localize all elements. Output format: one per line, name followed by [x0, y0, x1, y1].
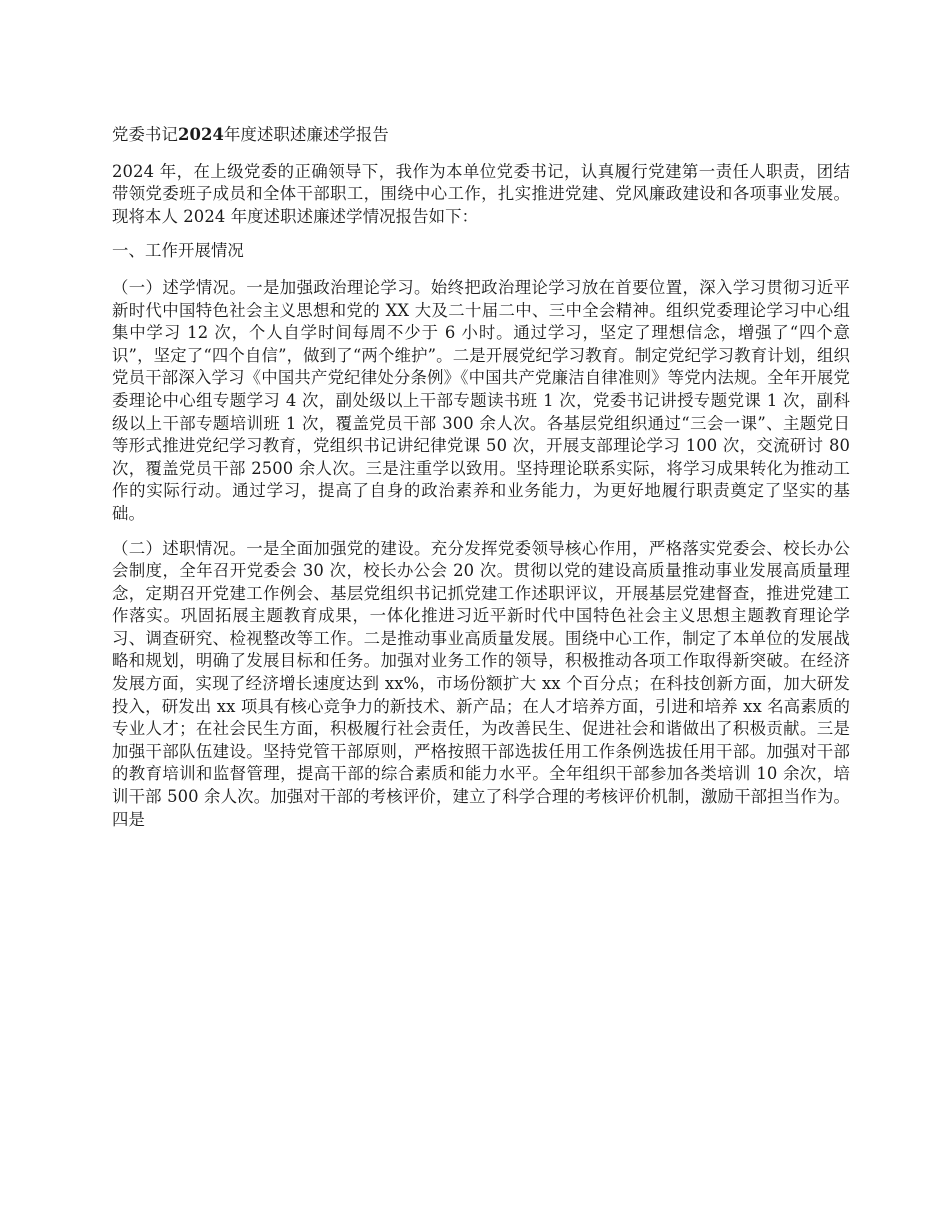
- title-suffix: 年度述职述廉述学报告: [224, 125, 389, 144]
- document-page: [112, 124, 850, 843]
- title-prefix: 党委书记: [112, 125, 178, 144]
- intro-paragraph: 2024 年，在上级党委的正确领导下，我作为本单位党委书记，认真履行党建第一责任人职责，团结带领党委班子成员和全体干部职工，围绕中心工作，扎实推进党建、党风廉政建设和各项事业发展。现将本人 2024 年度述职述廉述学情况报告如下：: [112, 161, 850, 226]
- study-paragraph: （一）述学情况。一是加强政治理论学习。始终把政治理论学习放在首要位置，深入学习贯彻习近平新时代中国特色社会主义思想和党的 XX 大及二十届二中、三中全会精神。组织党委理论学习中心组集中学习 12 次，个人自学时间每周不少于 6 小时。通过学习，坚定了理想信念，增强了“四个意识”，坚定了“四个自信”，做到了“两个维护”。二是开展党纪学习教育。制定党纪学习教育计划，组织党员干部深入学习《中国共产党纪律处分条例》《中国共产党廉洁自律准则》等党内法规。全年开展党委理论中心组专题学习 4 次，副处级以上干部专题读书班 1 次，党委书记讲授专题党课 1 次，副科级以上干部专题培训班 1 次，覆盖党员干部 300 余人次。各基层党组织通过“三会一课”、主题党日等形式推进党纪学习教育，党组织书记讲纪律党课 50 次，开展支部理论学习 100 次，交流研讨 80 次，覆盖党员干部 2500 余人次。三是注重学以致用。坚持理论联系实际，将学习成果转化为推动工作的实际行动。通过学习，提高了自身的政治素养和业务能力，为更好地履行职责奠定了坚实的基础。: [112, 277, 850, 523]
- duty-paragraph: （二）述职情况。一是全面加强党的建设。充分发挥党委领导核心作用，严格落实党委会、校长办公会制度，全年召开党委会 30 次，校长办公会 20 次。贯彻以党的建设高质量推动事业发展高质量理念，定期召开党建工作例会、基层党组织书记抓党建工作述职评议，开展基层党建督查，推进党建工作落实。巩固拓展主题教育成果，一体化推进习近平新时代中国特色社会主义思想主题教育理论学习、调查研究、检视整改等工作。二是推动事业高质量发展。围绕中心工作，制定了本单位的发展战略和规划，明确了发展目标和任务。加强对业务工作的领导，积极推动各项工作取得新突破。在经济发展方面，实现了经济增长速度达到 xx%，市场份额扩大 xx 个百分点；在科技创新方面，加大研发投入，研发出 xx 项具有核心竞争力的新技术、新产品；在人才培养方面，引进和培养 xx 名高素质的专业人才；在社会民生方面，积极履行社会责任，为改善民生、促进社会和谐做出了积极贡献。三是加强干部队伍建设。坚持党管干部原则，严格按照干部选拔任用工作条例选拔任用干部。加强对干部的教育培训和监督管理，提高干部的综合素质和能力水平。全年组织干部参加各类培训 10 余次，培训干部 500 余人次。加强对干部的考核评价，建立了科学合理的考核评价机制，激励干部担当作为。四是: [112, 538, 850, 829]
- title-year: 2024: [177, 125, 224, 144]
- document-title: [112, 124, 850, 147]
- section-heading: 一、工作开展情况: [112, 241, 244, 261]
